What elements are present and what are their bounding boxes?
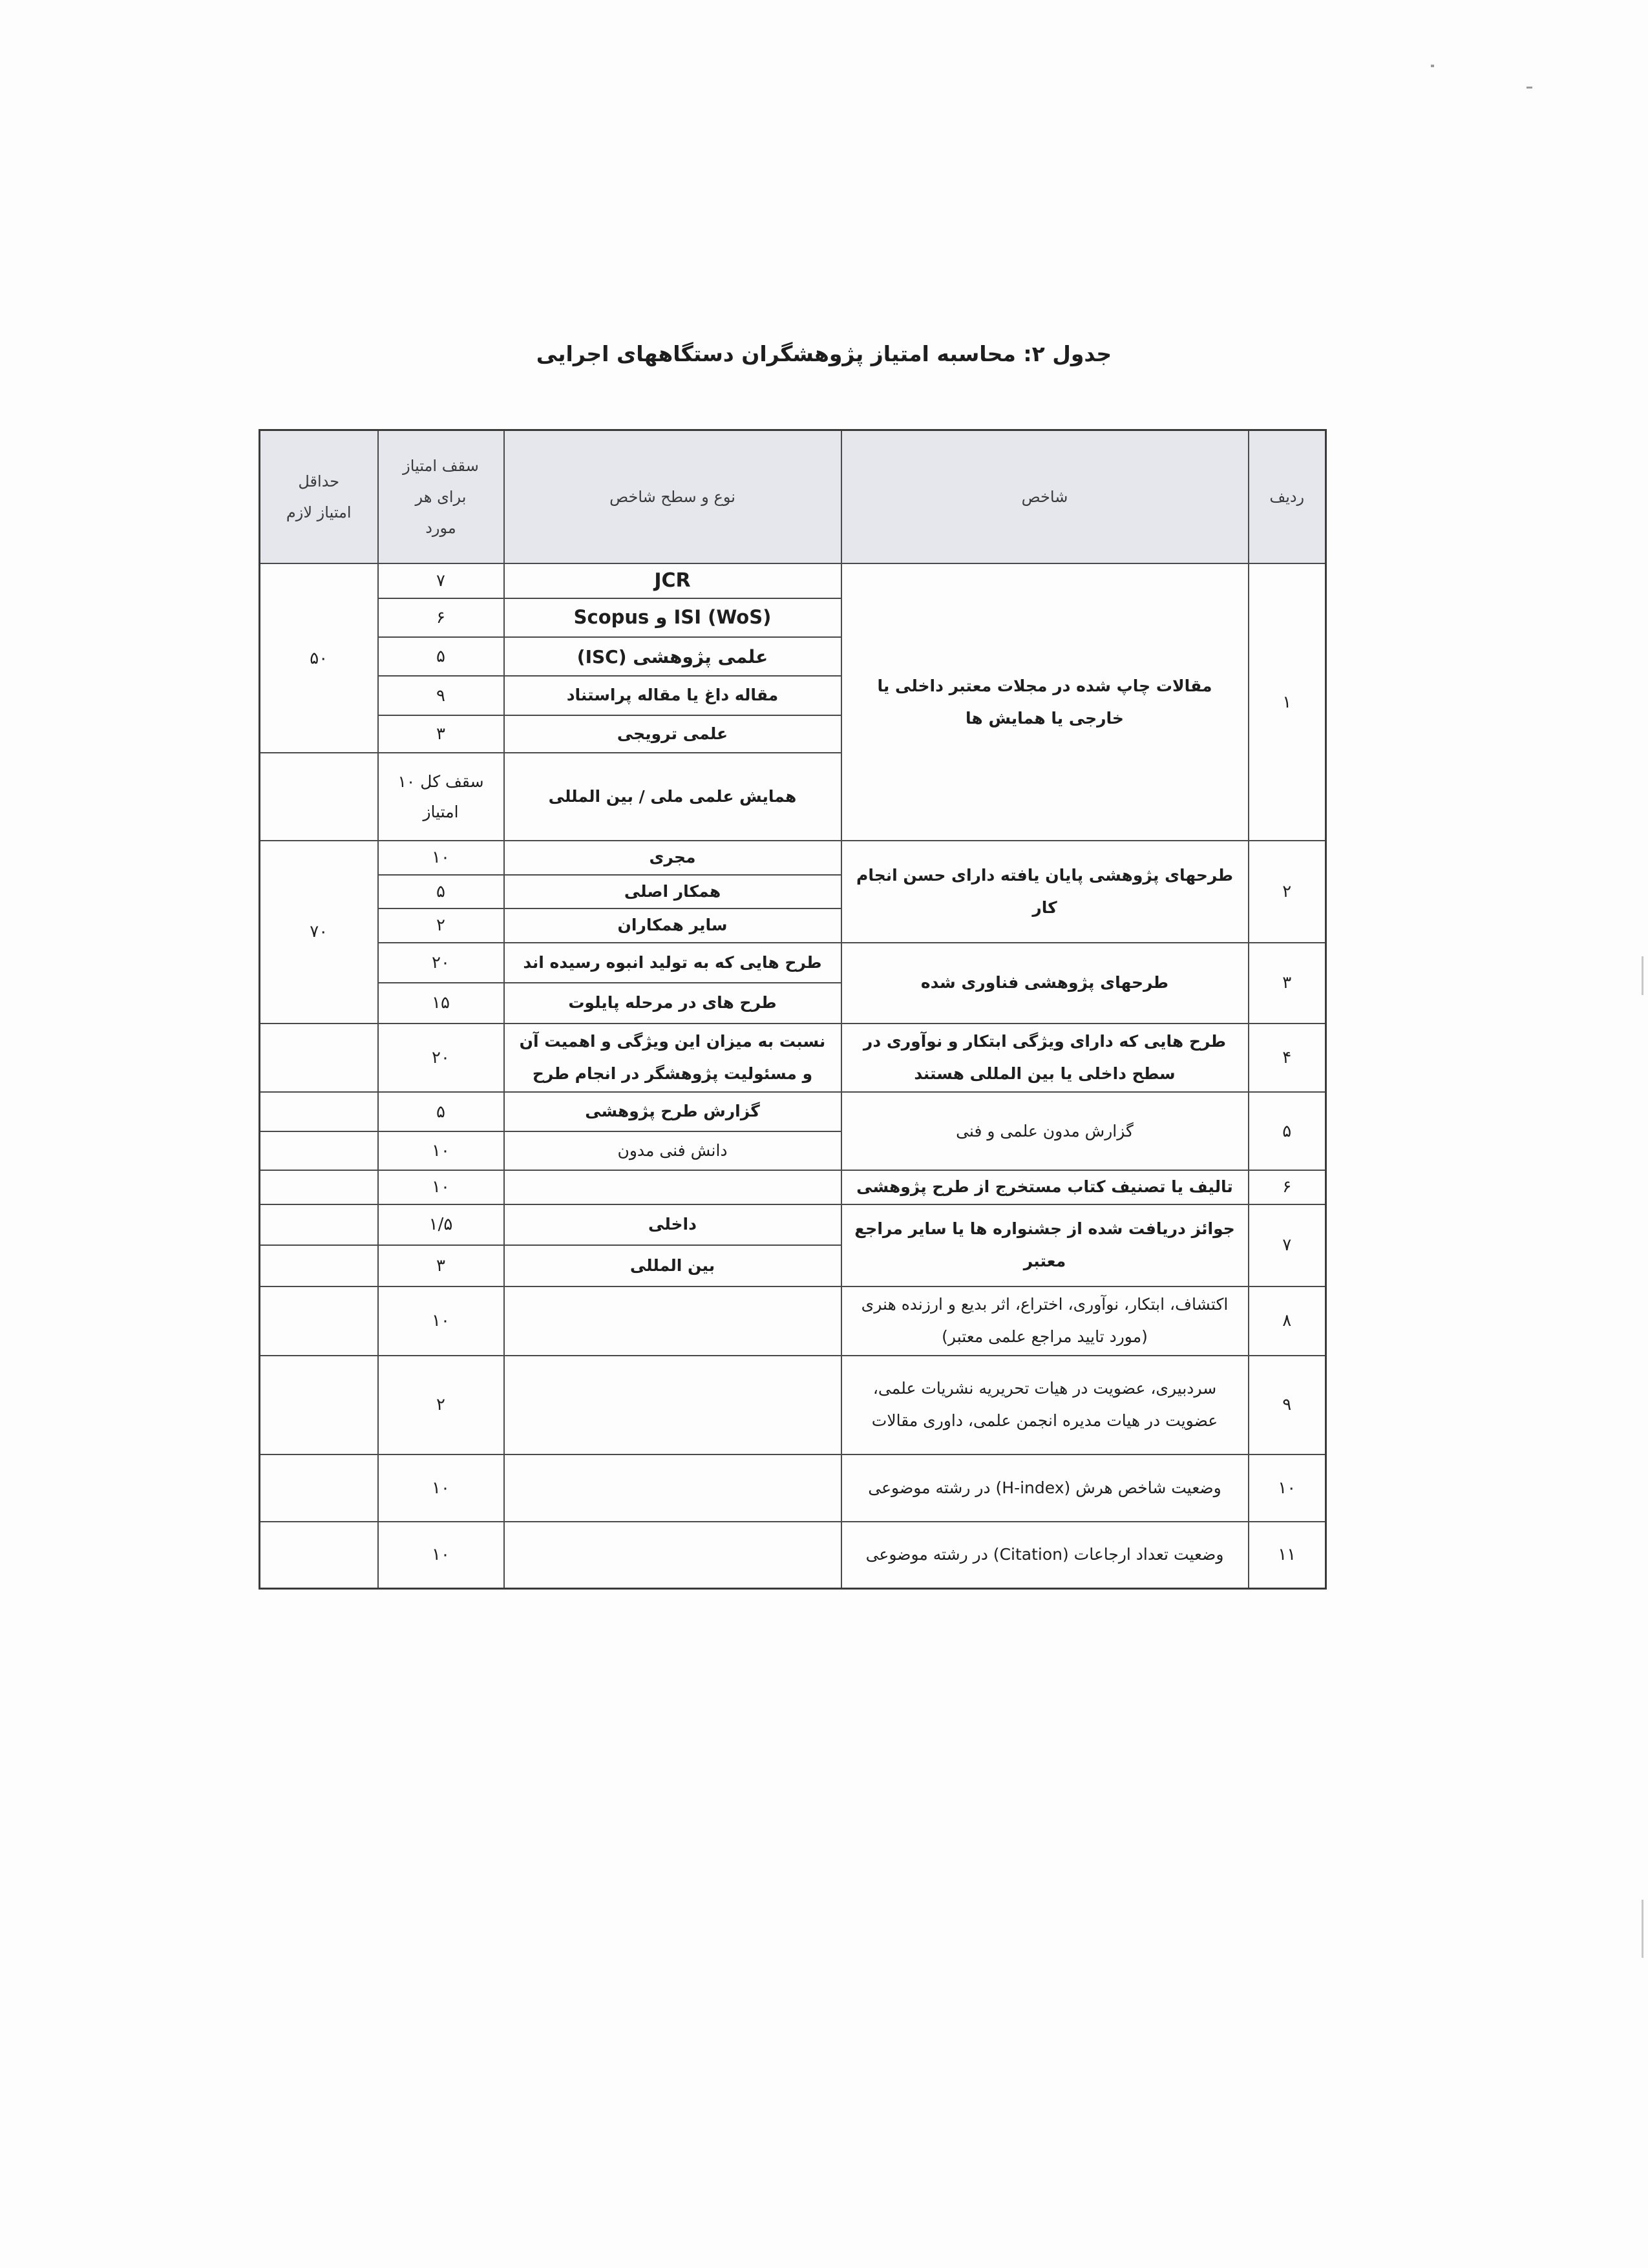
row-type: بین المللی [504,1245,841,1286]
row-cap: ۱۵ [378,983,504,1023]
row-min-empty [260,1356,378,1454]
table-row [260,1356,1326,1454]
row-type [504,1454,841,1522]
header-cap [378,430,504,564]
row-cap: ۱۰ [378,1131,504,1170]
header-indicator: شاخص [841,430,1249,564]
row-indicator: مقالات چاپ شده در مجلات معتبر داخلی یا خارجی یا همایش ها [841,563,1249,841]
row-indicator: طرح هایی که دارای ویژگی ابتکار و نوآوری در سطح داخلی یا بین المللی هستند [841,1024,1249,1093]
row-number: ۲ [1249,841,1326,942]
row-cap: ۱۰ [378,1170,504,1204]
row-indicator: تالیف یا تصنیف کتاب مستخرج از طرح پژوهشی [841,1170,1249,1204]
row-number: ۶ [1249,1170,1326,1204]
header-min-text: حداقل امتیاز لازم [286,472,352,522]
row-type: داخلی [504,1204,841,1245]
row-min-empty [260,1024,378,1093]
row-type [504,1170,841,1204]
table-row [260,1286,1326,1356]
row-min-empty [260,1454,378,1522]
row-min-empty [260,1170,378,1204]
row-cap: ۲۰ [378,1024,504,1093]
row-cap: ۲ [378,908,504,942]
row-indicator: جوائز دریافت شده از جشنواره ها یا سایر مراجع معتبر [841,1204,1249,1286]
table-header-row [260,430,1326,564]
row-number: ۷ [1249,1204,1326,1286]
row-cap: ۵ [378,637,504,676]
row-min-empty [260,1245,378,1286]
table-row [260,1522,1326,1589]
row-type: طرح هایی که به تولید انبوه رسیده اند [504,943,841,983]
row-cap: ۹ [378,676,504,715]
row-cap: ۱۰ [378,1286,504,1356]
score-table [259,429,1327,1590]
row-number: ۵ [1249,1092,1326,1170]
row-type [504,1522,841,1589]
row-number: ۹ [1249,1356,1326,1454]
row-min-empty [260,1092,378,1131]
row-min: ۷۰ [260,841,378,1023]
row-number: ۱۱ [1249,1522,1326,1589]
row-cap: ۶ [378,598,504,637]
row-type: علمی ترویجی [504,715,841,753]
row-type: گزارش طرح پژوهشی [504,1092,841,1131]
row-type: همکار اصلی [504,875,841,908]
row-type [504,1356,841,1454]
row-cap: ۵ [378,875,504,908]
row-type: همایش علمی ملی / بین المللی [504,753,841,841]
row-min: ۵۰ [260,563,378,753]
row-cap: ۱۰ [378,1454,504,1522]
row-number: ۴ [1249,1024,1326,1093]
scan-speck [1642,1900,1643,1958]
header-row-number: ردیف [1249,430,1326,564]
scan-speck [1431,65,1434,67]
row-cap: ۱۰ [378,841,504,874]
row-cap: ۲۰ [378,943,504,983]
row-type: مجری [504,841,841,874]
table-row [260,943,1326,983]
row-type: سایر همکاران [504,908,841,942]
row-min-empty [260,1286,378,1356]
row-cap: ۱۰ [378,1522,504,1589]
row-cap: ۷ [378,563,504,598]
header-cap-text: سقف امتیاز برای هر مورد [403,457,479,538]
table-row [260,1204,1326,1245]
row-type [504,1286,841,1356]
row-min-empty [260,1131,378,1170]
row-cap [378,753,504,841]
row-min-empty [260,1204,378,1245]
row-type: ISI (WoS) و Scopus [504,598,841,637]
row-cap: ۲ [378,1356,504,1454]
row-cap: ۵ [378,1092,504,1131]
row-indicator: طرحهای پژوهشی پایان یافته دارای حسن انجام کار [841,841,1249,942]
row-number: ۱۰ [1249,1454,1326,1522]
table-row [260,563,1326,598]
document-title: جدول ۲: محاسبه امتیاز پژوهشگران دستگاههای اجرایی [536,341,1112,366]
row-min-empty [260,753,378,841]
header-type: نوع و سطح شاخص [504,430,841,564]
row-cap: ۱/۵ [378,1204,504,1245]
row-min-empty [260,1522,378,1589]
scan-speck [1527,87,1532,89]
table-row [260,1092,1326,1131]
row-indicator: سردبیری، عضویت در هیات تحریریه نشریات علمی، عضویت در هیات مدیره انجمن علمی، داوری مقالات [841,1356,1249,1454]
row-number: ۸ [1249,1286,1326,1356]
row-type: نسبت به میزان این ویژگی و اهمیت آن و مسئولیت پژوهشگر در انجام طرح [504,1024,841,1093]
row-type: طرح های در مرحله پایلوت [504,983,841,1023]
table-row [260,1170,1326,1204]
row-number: ۳ [1249,943,1326,1024]
row-cap: ۳ [378,715,504,753]
row-indicator: اکتشاف، ابتکار، نوآوری، اختراع، اثر بدیع و ارزنده هنری (مورد تایید مراجع علمی معتبر) [841,1286,1249,1356]
scan-speck [1642,956,1643,995]
table-row [260,1024,1326,1093]
row-indicator: وضعیت شاخص هرش (H-index) در رشته موضوعی [841,1454,1249,1522]
row-number: ۱ [1249,563,1326,841]
row-cap-text: سقف کل ۱۰ امتیاز [397,772,484,822]
table-row [260,1454,1326,1522]
row-indicator: وضعیت تعداد ارجاعات (Citation) در رشته موضوعی [841,1522,1249,1589]
row-cap: ۳ [378,1245,504,1286]
row-indicator: گزارش مدون علمی و فنی [841,1092,1249,1170]
header-min [260,430,378,564]
row-type: مقاله داغ یا مقاله پراستناد [504,676,841,715]
row-type: علمی پژوهشی (ISC) [504,637,841,676]
row-type: JCR [504,563,841,598]
table-row [260,841,1326,874]
row-indicator: طرحهای پژوهشی فناوری شده [841,943,1249,1024]
row-type: دانش فنی مدون [504,1131,841,1170]
